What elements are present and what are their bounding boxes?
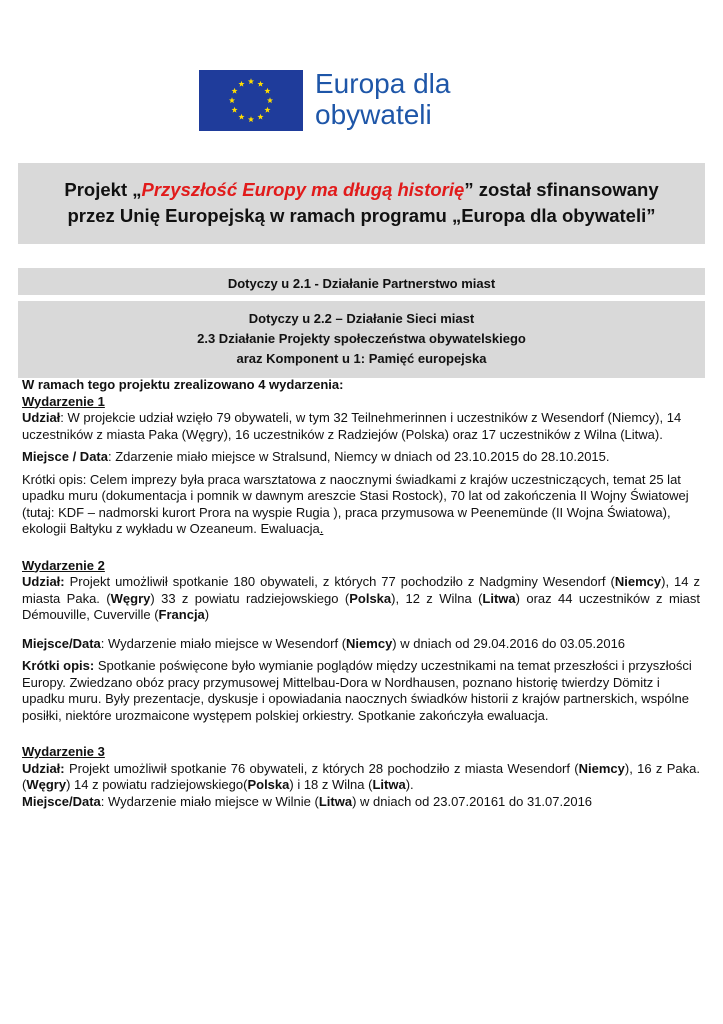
eu-flag-icon xyxy=(199,70,303,131)
event2-miejsce: Miejsce/Data: Wydarzenie miało miejsce w Wesendorf (Niemcy) w dniach od 29.04.2016 do 03.05.2016 xyxy=(22,635,626,651)
band2-line3: araz Komponent u 1: Pamięć europejska xyxy=(236,351,487,366)
eu-star xyxy=(264,88,270,94)
event1-udzial: Udział: W projekcie udział wzięło 79 obywateli, w tym 32 Teilnehmerinnen i uczestników z Wesendorf (Niemcy), 14 uczestników z miasta Paka (Węgry), 16 uczestników z Radziejów (Polska) oraz 17 uczestników z Wilna (Litwa). xyxy=(22,410,682,442)
title-suffix: ” został sfinansowany xyxy=(464,179,659,200)
content xyxy=(22,377,700,810)
title-prefix: Projekt „ xyxy=(64,179,142,200)
title-line2: przez Unię Europejską w ramach programu „Europa dla obywateli” xyxy=(67,205,656,226)
event2-opis: Krótki opis: Spotkanie poświęcone było wymianie poglądów między uczestnikami na temat przeszłości i przyszłości Europy. Zwiedzano obóz pracy przymusowej Mittelbau-Dora w Nordhausen, poznano historię twierdzy Dömitz i upadku muru. Były prezentacje, dyskusje i opowiadania naocznych świadków historii z krajów partnerskich, wspólne posiłki, niektóre urozmaicone występem polskiej orkiestry. Spotkanie zakończyła ewaluacja. xyxy=(22,658,692,723)
intro: W ramach tego projektu zrealizowano 4 wydarzenia: xyxy=(22,377,344,392)
event3-miejsce: Miejsce/Data: Wydarzenie miało miejsce w Wilnie (Litwa) w dniach od 23.07.20161 do 31.07.2016 xyxy=(22,793,593,809)
eu-star xyxy=(232,107,238,113)
logo-text-line1: Europa dla xyxy=(315,68,451,99)
eu-stars xyxy=(199,70,303,131)
event3-heading: Wydarzenie 3 xyxy=(22,744,105,759)
eu-star xyxy=(232,88,238,94)
europa-dla-obywateli-logo xyxy=(199,70,450,131)
band2-line2: 2.3 Działanie Projekty społeczeństwa obywatelskiego xyxy=(197,331,526,346)
band-partnerstwo xyxy=(18,268,705,295)
eu-star xyxy=(257,81,263,87)
eu-star xyxy=(257,114,263,120)
event1-miejsce: Miejsce / Data: Zdarzenie miało miejsce w Stralsund, Niemcy w dniach od 23.10.2015 do 28.10.2015. xyxy=(22,449,610,464)
eu-star xyxy=(264,107,270,113)
eu-star xyxy=(229,97,235,103)
event3-udzial: Udział: Projekt umożliwił spotkanie 76 obywateli, z których 28 pochodziło z miasta Wesendorf (Niemcy), 16 z Paka. (Węgry) 14 z powiatu radziejowskiego(Polska) i 18 z Wilna (Litwa). xyxy=(22,760,700,792)
event2-udzial: Udział: Projekt umożliwił spotkanie 180 obywateli, z których 77 pochodziło z Nadgminy Wesendorf (Niemcy), 14 z miasta Paka. (Węgry) 33 z powiatu radziejowskiego (Polska), 12 z Wilna (Litwa) oraz 44 uczestników z miast Démouville, Cuverville (Francja) xyxy=(22,574,700,622)
title-project-name: Przyszłość Europy ma długą historię xyxy=(141,179,465,200)
title-box xyxy=(18,163,705,244)
event1-opis: Krótki opis: Celem imprezy była praca warsztatowa z naocznymi świadkami z krajów uczestniczących, temat 25 lat upadku muru (dokumentacja i pomnik w dawnym areszcie Stasi Rostock), 70 lat od zakończenia II Wojny Światowej (tutaj: KDF – nadmorski kurort Prora na wyspie Rugia ), praca przymusowa w Peenemünde (II Wojna Światowa), ekologii Bałtyku z wykładu w Ozeaneum. Ewaluacja. xyxy=(22,471,689,536)
logo-text-line2: obywateli xyxy=(315,99,432,130)
eu-star xyxy=(238,81,244,87)
logo-text xyxy=(315,68,450,130)
band2-line1: Dotyczy u 2.2 – Działanie Sieci miast xyxy=(248,311,475,326)
eu-star xyxy=(248,78,254,84)
event1-heading: Wydarzenie 1 xyxy=(22,393,105,409)
band1-text: Dotyczy u 2.1 - Działanie Partnerstwo miast xyxy=(227,276,496,291)
event2-heading: Wydarzenie 2 xyxy=(22,557,105,573)
band-sieci-miast xyxy=(18,301,705,378)
page-title xyxy=(18,177,705,229)
eu-star xyxy=(248,116,254,122)
eu-star xyxy=(238,114,244,120)
eu-star xyxy=(267,97,273,103)
